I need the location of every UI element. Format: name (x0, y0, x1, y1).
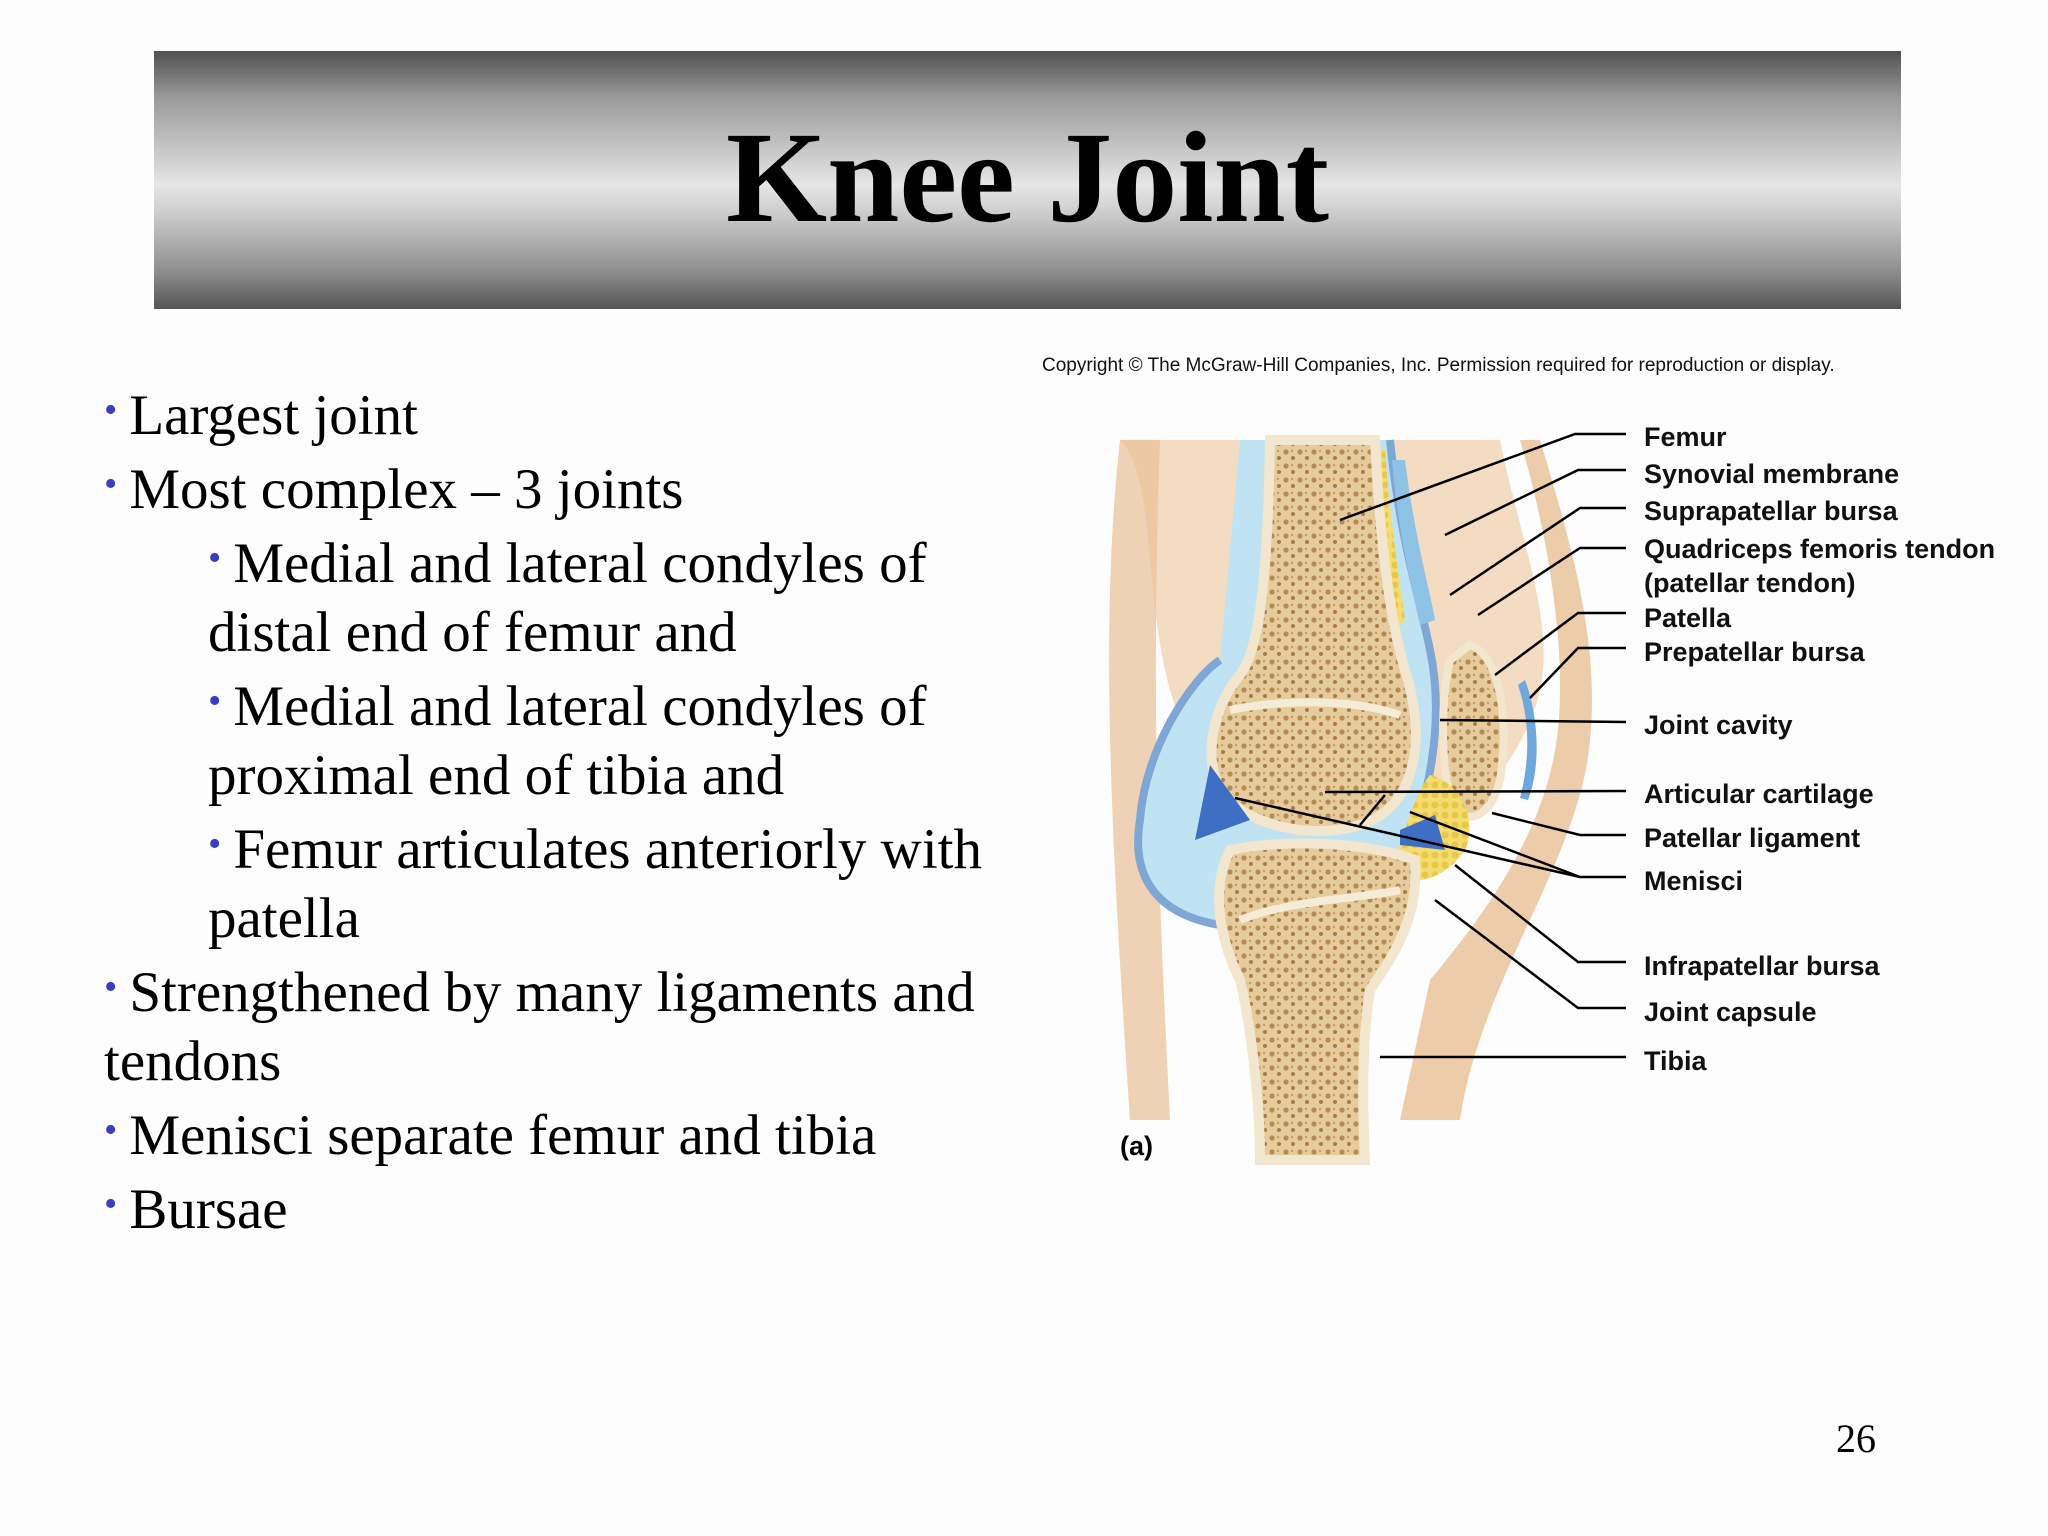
label-femur: Femur (1644, 422, 1727, 452)
page-number: 26 (1836, 1416, 1876, 1461)
label-quadriceps-tendon: Quadriceps femoris tendon (1644, 534, 1996, 564)
bullet-icon: • (208, 680, 222, 722)
bullet-icon: • (104, 1183, 118, 1225)
label-suprapatellar-bursa: Suprapatellar bursa (1644, 496, 1898, 526)
bullet-item: • Largest joint (104, 384, 418, 447)
label-prepatellar-bursa: Prepatellar bursa (1644, 637, 1865, 667)
label-synovial-membrane: Synovial membrane (1644, 459, 1900, 489)
bullet-icon: • (208, 823, 222, 865)
bullet-icon: • (104, 389, 118, 431)
bullet-icon: • (104, 463, 118, 505)
bullet-icon: • (208, 537, 222, 579)
figure-caption: (a) (1120, 1131, 1153, 1161)
sub-bullet-item: • Medial and lateral condyles of proximal end of tibia and (208, 675, 927, 807)
bullet-item: • Strengthened by many ligaments and tendons (104, 961, 975, 1093)
knee-joint-figure (1100, 420, 2040, 1180)
label-joint-capsule: Joint capsule (1644, 997, 1817, 1027)
leader-articular (1325, 791, 1626, 792)
bullet-item: • Menisci separate femur and tibia (104, 1104, 877, 1167)
slide-title: Knee Joint (725, 106, 1330, 250)
label-tibia: Tibia (1644, 1046, 1707, 1076)
bullet-list (104, 376, 1024, 1244)
copyright-notice: Copyright © The McGraw-Hill Companies, Inc. Permission required for reproduction or display. (1042, 355, 1835, 376)
bullet-item: • Bursae (104, 1178, 288, 1241)
sub-bullet-item: • Medial and lateral condyles of distal end of femur and (208, 532, 927, 664)
label-patellar-tendon: (patellar tendon) (1644, 568, 1856, 598)
label-menisci: Menisci (1644, 866, 1744, 896)
label-patella: Patella (1644, 603, 1732, 633)
bullet-icon: • (104, 1109, 118, 1151)
label-patellar-ligament: Patellar ligament (1644, 823, 1861, 853)
label-joint-cavity: Joint cavity (1644, 710, 1793, 740)
label-articular-cartilage: Articular cartilage (1644, 779, 1874, 809)
title-bar (154, 51, 1901, 309)
bullet-item: • Most complex – 3 joints (104, 458, 684, 521)
label-infrapatellar-bursa: Infrapatellar bursa (1644, 951, 1880, 981)
bullet-icon: • (104, 966, 118, 1008)
sub-bullet-item: • Femur articulates anteriorly with patella (208, 818, 982, 950)
